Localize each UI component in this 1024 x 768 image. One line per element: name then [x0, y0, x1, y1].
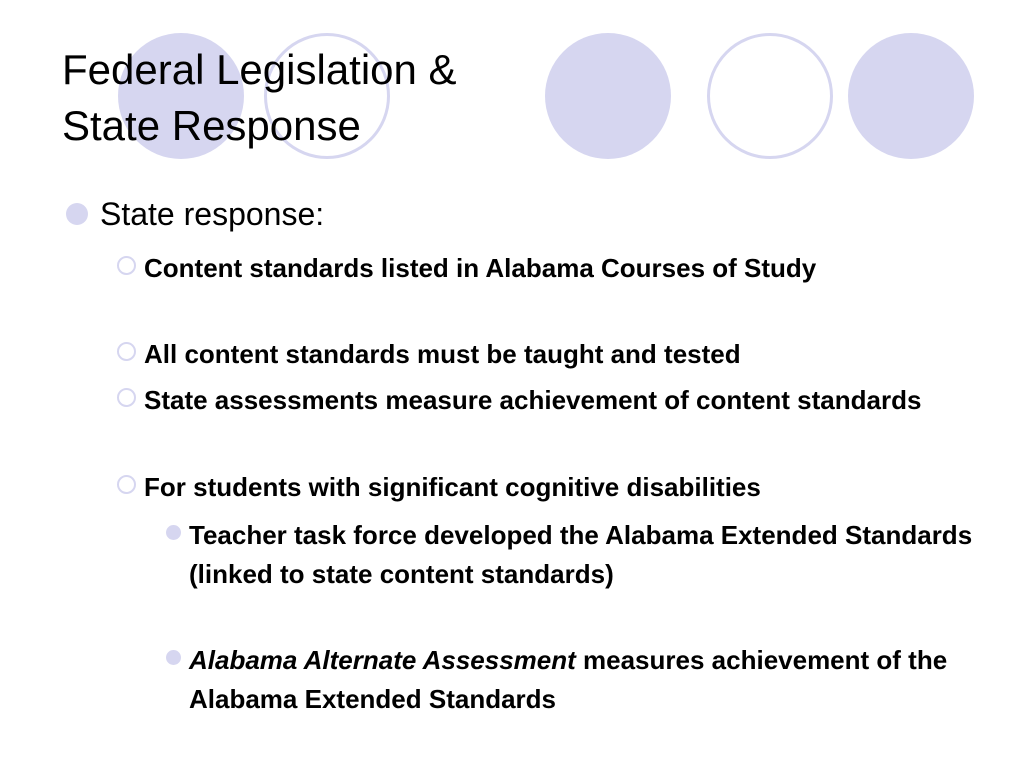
bullet-level1: [66, 194, 324, 234]
filled-circle-bullet-icon: [166, 650, 181, 665]
title-line-2: State Response: [62, 102, 361, 149]
bullet-level2: [117, 468, 977, 506]
italic-title-text: Alabama Alternate Assessment: [189, 645, 576, 675]
filled-circle-bullet-icon: [166, 525, 181, 540]
bullet-text: Teacher task force developed the Alabama Extended Standards (linked to state content standards): [189, 520, 973, 589]
title-line-1: Federal Legislation &: [62, 46, 457, 93]
bullet-level2: [117, 381, 977, 419]
bullet-level3: [166, 516, 986, 594]
decorative-circle-outline: [707, 33, 833, 159]
hollow-circle-bullet-icon: [117, 388, 136, 407]
slide-title: [62, 42, 457, 154]
hollow-circle-bullet-icon: [117, 256, 136, 275]
bullet-text: [189, 641, 986, 719]
bullet-text: State response:: [100, 196, 325, 232]
filled-circle-bullet-icon: [66, 203, 88, 225]
bullet-level3: [166, 641, 986, 719]
bullet-level2: [117, 249, 977, 287]
bullet-text-rest: measures achievement of the Alabama Extended Standards: [189, 645, 948, 714]
bullet-text: Content standards listed in Alabama Courses of Study: [144, 253, 817, 283]
bullet-text: All content standards must be taught and tested: [144, 339, 741, 369]
bullet-text: For students with significant cognitive disabilities: [144, 472, 761, 502]
decorative-circle-filled: [848, 33, 974, 159]
decorative-circle-filled: [545, 33, 671, 159]
hollow-circle-bullet-icon: [117, 475, 136, 494]
hollow-circle-bullet-icon: [117, 342, 136, 361]
bullet-text: State assessments measure achievement of content standards: [144, 385, 922, 415]
bullet-level2: [117, 335, 977, 373]
